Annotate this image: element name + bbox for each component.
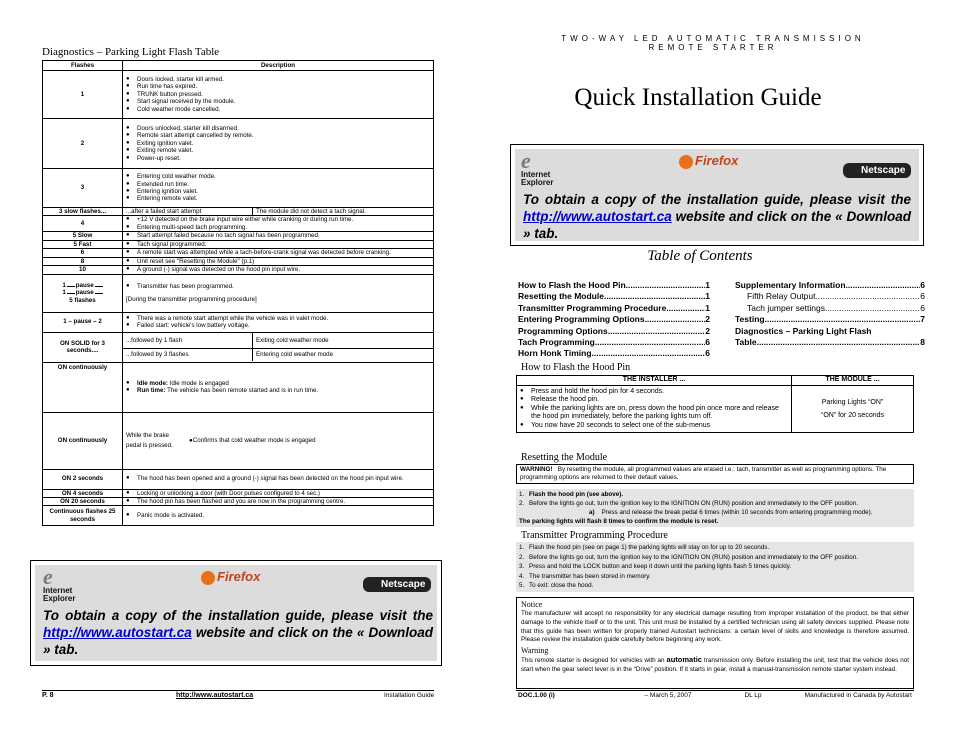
diagnostics-table xyxy=(42,60,434,526)
reset-warning: WARNING! By resetting the module, all programmed values are erased i.e.: tach, transmitter as well as programming options. The programming options are returned to their default values. xyxy=(516,464,914,484)
table-row: 6 ● A remote start was attempted while a tach-before-crank signal was detected before cranking. xyxy=(43,249,434,257)
table-row: ON SOLID for 3 seconds.... ...followed by 1 flash Exiting cold weather mode ...followed by 3 flashes Entering cold weather mode xyxy=(43,332,434,362)
product-header-line2: REMOTE STARTER xyxy=(648,43,778,52)
toc-entry[interactable]: Tach jumper settings ..... 6 xyxy=(735,303,925,314)
table-row: ON continuously While the brake pedal is pressed. ●Confirms that cold weather mode is engaged xyxy=(43,412,434,469)
toc-right-column xyxy=(735,280,925,348)
transmitter-steps: 1. Flash the hood pin (see on page 1) the parking lights will stay on for up to 20 seconds. 2. Before the lights go out, turn the ignition key to the IGNITION ON (RUN) position and immediately to the OFF position. 3. Press and hold the LOCK button and keep it down until the parking lights flash 5 times quickly. 4. The transmitter has been stored in memory. 5. To exit: close the hood. xyxy=(516,542,914,592)
toc-entry[interactable]: How to Flash the Hood Pin ..... 1 xyxy=(518,280,710,291)
reset-steps: 1. Flash the hood pin (see above). 2. Before the lights go out, turn the ignition key to the IGNITION ON (RUN) position and immediately to the OFF position. a) Press and release the break pedal 6 times (within 10 seconds from entering programming mode). The parking lights will flash 8 times to confirm the module is reset. xyxy=(516,489,914,527)
table-row: ON 4 seconds ● Locking or unlocking a door (with Door pulses configured to 4 sec.) xyxy=(43,489,434,497)
table-row: 5 Fast ● Tach signal programmed. xyxy=(43,240,434,248)
internet-explorer-logo: e Internet Explorer xyxy=(521,148,554,187)
col-flashes: Flashes xyxy=(43,61,123,71)
notice-box: Notice The manufacturer will accept no responsibility for any electrical damage resulting from improper installation of the product, be that either damage to the vehicle itself or to the unit. This unit must be installed by a certified technician using all safety devices supplied. Please note that this guide has been written for properly trained Autostart technicians: a certain level of skills and knowledge is therefore assumed. Please review the installation guide carefully before beginning any work. Warning This remote starter is designed for vehicles with an automatic transmission only. Before installing the unit, test that the vehicle does not start when the gear select lever is in the “Drive” position. If it starts in gear, install a manual-transmission remote starter system instead. xyxy=(516,597,914,689)
transmitter-section-title: Transmitter Programming Procedure xyxy=(521,530,668,541)
product-header-line1: TWO-WAY LED AUTOMATIC TRANSMISSION xyxy=(561,34,865,43)
page-title: Quick Installation Guide xyxy=(574,84,822,111)
toc-entry[interactable]: Programming Options ..... 2 xyxy=(518,326,710,337)
toc-entry[interactable]: Table ..... 8 xyxy=(735,337,925,348)
hood-table: THE INSTALLER ... THE MODULE ... ● Press and hold the hood pin for 4 seconds. ● Release the hood pin. ● While the parking lights are on, press down the hood pin once more and release the hood pin immediately, before the parking lights turn off. ● You now have 20 seconds to select one of the sub-menus Parking Lights “ON” “ON” for 20 seconds xyxy=(516,375,914,433)
table-row: 8 ● Unit reset see "Resetting the Module" (p.1) xyxy=(43,257,434,265)
table-row: ON 20 seconds ● The hood pin has been flashed and you are now in the programming centre. xyxy=(43,497,434,505)
table-row: Continuous flashes 25 seconds ● Panic mode is activated. xyxy=(43,506,434,526)
netscape-logo: Netscape xyxy=(843,163,911,178)
footer-guide: Installation Guide xyxy=(384,692,435,699)
toc-entry[interactable]: Supplementary Information ..... 6 xyxy=(735,280,925,291)
download-instructions: To obtain a copy of the installation guide, please visit the http://www.autostart.ca website and click on the « Download » tab. xyxy=(43,608,433,657)
hood-section-title: How to Flash the Hood Pin xyxy=(521,362,631,373)
table-row: 1 ● Doors locked, starter kill armed. ● Run time has expired. ● TRUNK button pressed. ● Start signal received by the module. ● Cold weather mode cancelled. xyxy=(43,71,434,119)
firefox-logo: Firefox xyxy=(201,569,260,585)
table-row: 1 – pause – 2 ● There was a remote start attempt while the vehicle was in valet mode. ● Failed start: vehicle's low battery voltage. xyxy=(43,312,434,332)
footer-page-number: P. 8 xyxy=(42,692,54,699)
firefox-logo: Firefox xyxy=(679,153,738,169)
reset-section-title: Resetting the Module xyxy=(521,452,608,463)
toc-entry[interactable]: Horn Honk Timing ..... 6 xyxy=(518,348,710,359)
toc-entry[interactable]: Diagnostics – Parking Light Flash xyxy=(735,325,872,336)
table-row: 3 ● Entering cold weather mode. ● Extended run time. ● Entering ignition valet. ● Entering remote valet. xyxy=(43,169,434,208)
right-footer: DOC.1.00 (i) – March 5, 2007 DL Lp Manufactured in Canada by Autostart xyxy=(518,692,912,699)
table-row: ON 2 seconds ● The hood has been opened and a ground (-) signal has been detected on the hood pin input wire. xyxy=(43,469,434,489)
toc-entry[interactable]: Resetting the Module ..... 1 xyxy=(518,291,710,302)
toc-left-column xyxy=(518,280,710,360)
toc-entry[interactable]: Transmitter Programming Procedure ..... 1 xyxy=(518,303,710,314)
table-row: 4 ● +12 V detected on the brake input wire either while cranking or during run time. ● Entering multi-speed tach programming. xyxy=(43,216,434,232)
table-row: 1 pause 1 pause 5 flashes ● Transmitter has been programmed. [During the transmitter programming procedure] xyxy=(43,274,434,312)
table-row: 10 ● A ground (-) signal was detected on the hood pin input wire. xyxy=(43,266,434,274)
diagnostics-title: Diagnostics – Parking Light Flash Table xyxy=(42,46,220,58)
table-row: 2 ● Doors unlocked, starter kill disarmed. ● Remote start attempt cancelled by remote. ● Exiting ignition valet. ● Exiting remote valet. ● Power-up reset. xyxy=(43,119,434,169)
toc-title: Table of Contents xyxy=(647,248,753,264)
download-promo-box xyxy=(30,560,442,666)
toc-entry[interactable]: Testing ..... 7 xyxy=(735,314,925,325)
col-description: Description xyxy=(123,61,434,71)
toc-entry[interactable]: Entering Programming Options ..... 2 xyxy=(518,314,710,325)
autostart-link[interactable]: http://www.autostart.ca xyxy=(523,209,672,224)
internet-explorer-logo: e Internet Explorer xyxy=(43,564,76,603)
footer-url[interactable]: http://www.autostart.ca xyxy=(176,692,254,699)
download-promo-box-right xyxy=(510,144,924,246)
toc-entry[interactable]: Tach Programming ..... 6 xyxy=(518,337,710,348)
table-row: 5 Slow ● Start attempt failed because no tach signal has been programmed. xyxy=(43,232,434,240)
table-row: ON continuously ● Idle mode: Idle mode is engaged ● Run time: The vehicle has been remote started and is in run time. xyxy=(43,362,434,412)
autostart-link[interactable]: http://www.autostart.ca xyxy=(43,625,192,640)
netscape-logo: Netscape xyxy=(363,577,431,592)
download-instructions: To obtain a copy of the installation guide, please visit the http://www.autostart.ca website and click on the « Download » tab. xyxy=(523,192,911,241)
table-row: 3 slow flashes... ...after a failed start attempt The module did not detect a tach signal. xyxy=(43,208,434,216)
toc-entry[interactable]: Fifth Relay Output ..... 6 xyxy=(735,291,925,302)
